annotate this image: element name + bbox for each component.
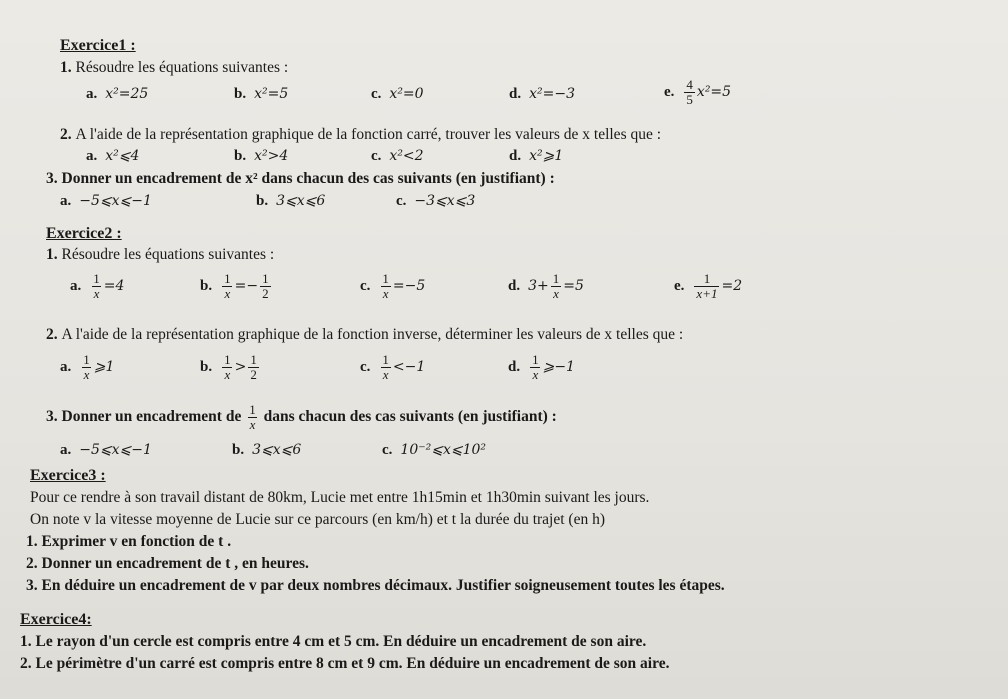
item-label: d. <box>508 277 521 294</box>
item-expr: =−5 <box>392 277 426 294</box>
ex1-q1-item-a <box>86 84 148 104</box>
item-label: c. <box>360 358 371 375</box>
item-expr: =2 <box>721 277 743 294</box>
item-label: b. <box>234 148 247 164</box>
item-label: c. <box>360 277 371 294</box>
item-expr: > <box>234 358 247 375</box>
ex1-question1 <box>60 58 288 78</box>
item-expr: =5 <box>563 277 584 294</box>
ex2-q2-number: 2. <box>46 326 58 343</box>
ex1-q1-item-b <box>234 84 288 104</box>
item-label: d. <box>508 358 521 375</box>
ex2-q3-text-before: Donner un encadrement de <box>61 408 242 426</box>
item-expr: 3⩽x⩽6 <box>252 442 302 458</box>
exercise1-title: Exercice1 : <box>60 37 136 54</box>
item-label: c. <box>382 442 393 458</box>
ex4-question1: 1. Le rayon d'un cercle est compris entre 4 cm et 5 cm. En déduire un encadrement de son aire. <box>20 633 647 650</box>
ex1-q2-item-d <box>509 146 563 166</box>
ex2-q3-item-a <box>60 440 152 460</box>
ex2-q2-item-b <box>200 353 261 382</box>
ex3-question3: 3. En déduire un encadrement de v par deux nombres décimaux. Justifier soigneusement toutes les étapes. <box>26 577 725 594</box>
ex2-q1-item-a <box>70 272 124 301</box>
item-label: c. <box>371 148 382 164</box>
fraction: $\frac{1}{x}$ <box>552 271 560 301</box>
ex2-q2-text: A l'aide de la représentation graphique de la fonction inverse, déterminer les valeurs de x telles que : <box>61 326 684 343</box>
fraction: $\frac{1}{x}$ <box>382 271 389 301</box>
ex1-q1-item-c <box>371 84 424 104</box>
exercise2-title: Exercice2 : <box>46 225 122 242</box>
ex2-q1-number: 1. <box>46 246 58 263</box>
ex2-question2 <box>46 325 683 345</box>
item-label: b. <box>234 86 247 102</box>
item-label: d. <box>509 86 522 102</box>
item-label: b. <box>200 358 213 375</box>
ex4-question2: 2. Le périmètre d'un carré est compris entre 8 cm et 9 cm. En déduire un encadrement de son aire. <box>20 655 670 672</box>
ex1-q1-item-e <box>664 78 731 107</box>
item-expr: x²<2 <box>389 148 424 164</box>
item-expr: x²>4 <box>254 148 289 164</box>
fraction: $\frac{1}{x+1}$ <box>696 271 718 301</box>
ex3-paragraph2: On note v la vitesse moyenne de Lucie sur ce parcours (en km/h) et t la durée du trajet (en h) <box>30 511 606 528</box>
item-label: a. <box>60 193 72 209</box>
ex3-question2: 2. Donner un encadrement de t , en heures. <box>26 555 309 572</box>
item-label: a. <box>60 358 72 375</box>
item-expr: −3⩽x⩽3 <box>414 193 476 209</box>
ex1-q1-text: Résoudre les équations suivantes : <box>75 59 289 76</box>
exercise3-title: Exercice3 : <box>30 467 106 484</box>
item-label: b. <box>200 277 213 294</box>
ex1-q1-item-d <box>509 84 575 104</box>
item-expr: x²=25 <box>105 86 149 102</box>
ex1-q2-item-a <box>86 146 139 166</box>
item-expr: x²⩽4 <box>105 148 140 164</box>
ex1-q2-item-b <box>234 146 288 166</box>
ex1-q3-item-b <box>256 191 325 211</box>
item-label: b. <box>232 442 245 458</box>
ex2-q1-text: Résoudre les équations suivantes : <box>61 246 275 263</box>
fraction: $\frac{1}{x}$ <box>249 402 256 432</box>
ex2-question3 <box>46 403 557 432</box>
ex2-q3-text-after: dans chacun des cas suivants (en justifiant) : <box>263 408 557 426</box>
item-expr: <−1 <box>392 358 426 375</box>
ex2-q3-number: 3. <box>46 408 58 426</box>
item-label: a. <box>60 442 72 458</box>
ex2-q1-item-c <box>360 272 425 301</box>
ex1-q3-item-a <box>60 191 152 211</box>
fraction: $\frac{1}{x}$ <box>532 352 539 382</box>
ex1-question3 <box>46 169 555 189</box>
item-label: a. <box>70 277 82 294</box>
item-label: d. <box>509 148 522 164</box>
item-label: a. <box>86 86 98 102</box>
item-label: a. <box>86 148 98 164</box>
fraction: $\frac{4}{5}$ <box>686 77 693 107</box>
fraction: $\frac{1}{x}$ <box>224 352 231 382</box>
item-expr: x²⩾1 <box>529 148 564 164</box>
ex2-q1-item-e <box>674 272 742 301</box>
item-label: e. <box>674 277 685 294</box>
fraction: $\frac{1}{x}$ <box>382 352 389 382</box>
ex1-q3-number: 3. <box>46 170 58 187</box>
item-expr: x²=0 <box>389 86 424 102</box>
item-expr: x²=5 <box>696 83 732 100</box>
ex2-q2-item-a <box>60 353 114 382</box>
item-label: e. <box>664 83 675 100</box>
item-expr: ⩾−1 <box>542 358 575 375</box>
item-expr: −5⩽x⩽−1 <box>79 442 152 458</box>
ex1-q1-number: 1. <box>60 59 72 76</box>
fraction: $\frac{1}{2}$ <box>250 352 257 382</box>
ex2-q1-item-b <box>200 272 273 301</box>
fraction: $\frac{1}{x}$ <box>224 271 231 301</box>
fraction: $\frac{1}{2}$ <box>262 271 269 301</box>
ex2-q2-item-d <box>508 353 575 382</box>
ex1-q3-item-c <box>396 191 475 211</box>
ex3-question1: 1. Exprimer v en fonction de t . <box>26 533 232 550</box>
item-expr: x²=−3 <box>529 86 575 102</box>
item-label: b. <box>256 193 269 209</box>
ex3-paragraph1: Pour ce rendre à son travail distant de 80km, Lucie met entre 1h15min et 1h30min suivant les jours. <box>30 489 650 506</box>
ex1-question2 <box>60 125 661 145</box>
item-expr: =4 <box>103 277 125 294</box>
item-label: c. <box>396 193 407 209</box>
fraction: $\frac{1}{x}$ <box>93 271 100 301</box>
fraction: $\frac{1}{x}$ <box>83 352 90 382</box>
ex2-q2-item-c <box>360 353 425 382</box>
item-label: c. <box>371 86 382 102</box>
ex2-question1 <box>46 245 274 265</box>
ex2-q3-item-b <box>232 440 301 460</box>
exercise4-title: Exercice4: <box>20 611 92 628</box>
item-expr: 3+ <box>528 277 549 294</box>
item-expr: x²=5 <box>254 86 289 102</box>
item-expr: 10⁻²⩽x⩽10² <box>400 442 487 458</box>
ex1-q2-text: A l'aide de la représentation graphique de la fonction carré, trouver les valeurs de x telles que : <box>75 126 662 143</box>
item-expr: −5⩽x⩽−1 <box>79 193 152 209</box>
ex1-q2-item-c <box>371 146 424 166</box>
ex2-q3-item-c <box>382 440 486 460</box>
ex1-q2-number: 2. <box>60 126 72 143</box>
item-expr: ⩾1 <box>93 358 115 375</box>
ex2-q1-item-d <box>508 272 584 301</box>
item-expr: =− <box>234 277 259 294</box>
ex1-q3-text: Donner un encadrement de x² dans chacun des cas suivants (en justifiant) : <box>61 170 555 187</box>
item-expr: 3⩽x⩽6 <box>276 193 326 209</box>
